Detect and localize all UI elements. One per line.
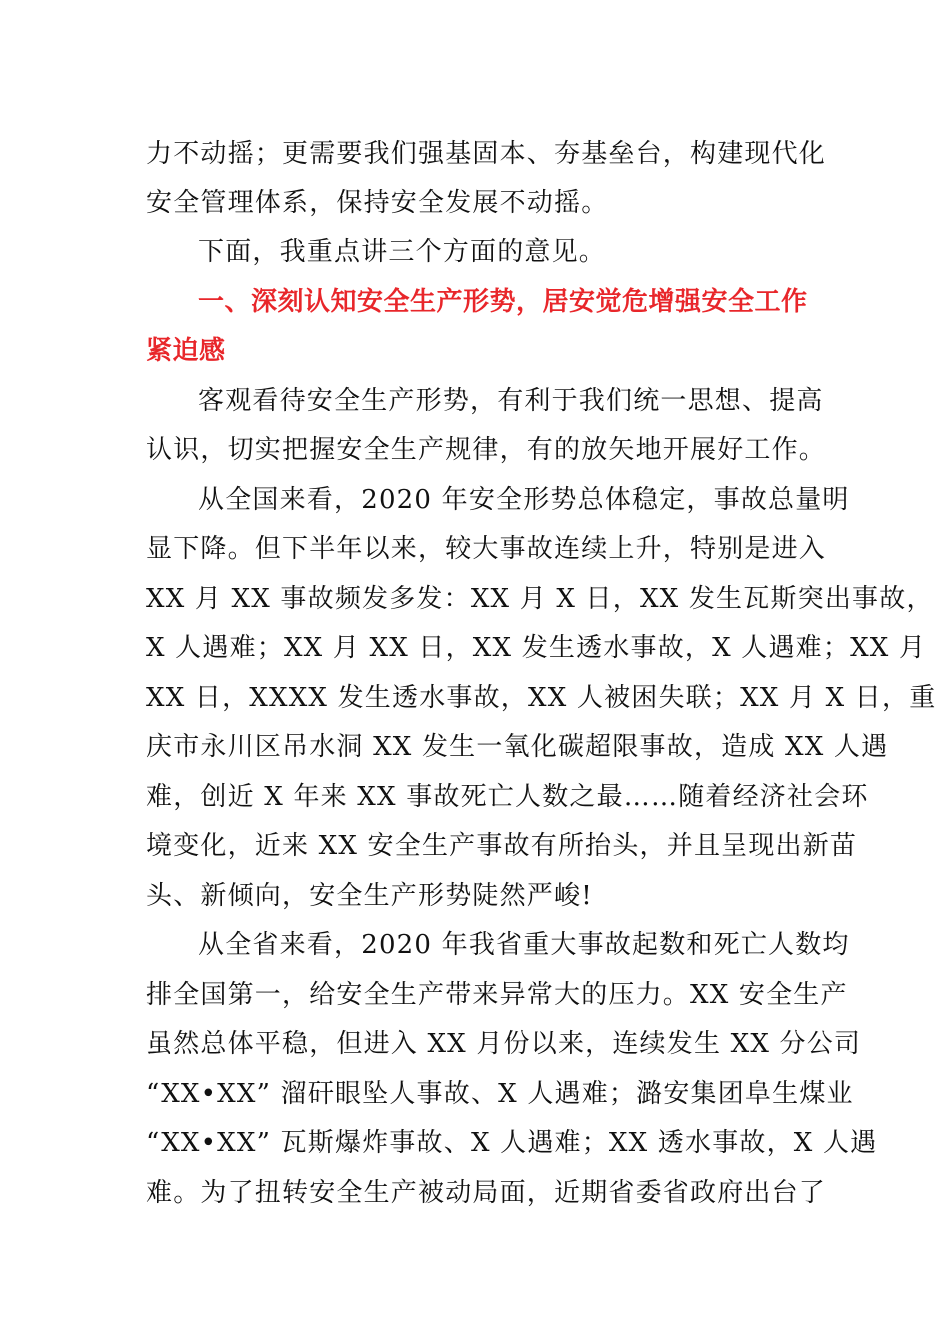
paragraph-start: 客观看待安全生产形势，有利于我们统一思想、提高 xyxy=(198,386,824,416)
text-line: 安全管理体系，保持安全发展不动摇。 xyxy=(146,188,609,218)
paragraph-start: 下面，我重点讲三个方面的意见。 xyxy=(198,237,607,267)
section-heading: 一、深刻认知安全生产形势，居安觉危增强安全工作 xyxy=(198,287,808,317)
text-line: 头、新倾向，安全生产形势陡然严峻! xyxy=(146,881,593,911)
text-line: 虽然总体平稳，但进入 XX 月份以来，连续发生 XX 分公司 xyxy=(146,1029,862,1059)
text-line: XX 月 XX 事故频发多发：XX 月 X 日，XX 发生瓦斯突出事故， xyxy=(146,584,934,614)
paragraph-start: 从全国来看，2020 年安全形势总体稳定，事故总量明 xyxy=(198,485,850,515)
text-line: XX 日，XXXX 发生透水事故，XX 人被困失联；XX 月 X 日，重 xyxy=(146,683,937,713)
text-line: 显下降。但下半年以来，较大事故连续上升，特别是进入 xyxy=(146,534,827,564)
text-line: 认识，切实把握安全生产规律，有的放矢地开展好工作。 xyxy=(146,435,827,465)
section-heading-continued: 紧迫感 xyxy=(146,336,226,366)
text-line: 排全国第一，给安全生产带来异常大的压力。XX 安全生产 xyxy=(146,980,848,1010)
text-line: 境变化，近来 XX 安全生产事故有所抬头，并且呈现出新苗 xyxy=(146,831,858,861)
paragraph-start: 从全省来看，2020 年我省重大事故起数和死亡人数均 xyxy=(198,930,850,960)
text-line: “XX•XX” 瓦斯爆炸事故、X 人遇难；XX 透水事故，X 人遇 xyxy=(146,1128,878,1158)
text-line: “XX•XX” 溜矸眼坠人事故、X 人遇难；潞安集团阜生煤业 xyxy=(146,1079,854,1109)
text-line: 难。为了扭转安全生产被动局面，近期省委省政府出台了 xyxy=(146,1178,827,1208)
text-line: 庆市永川区吊水洞 XX 发生一氧化碳超限事故，造成 XX 人遇 xyxy=(146,732,889,762)
text-line: X 人遇难；XX 月 XX 日，XX 发生透水事故，X 人遇难；XX 月 xyxy=(146,633,927,663)
text-line: 力不动摇；更需要我们强基固本、夯基垒台，构建现代化 xyxy=(146,139,827,169)
text-line: 难，创近 X 年来 XX 事故死亡人数之最……随着经济社会环 xyxy=(146,782,869,812)
